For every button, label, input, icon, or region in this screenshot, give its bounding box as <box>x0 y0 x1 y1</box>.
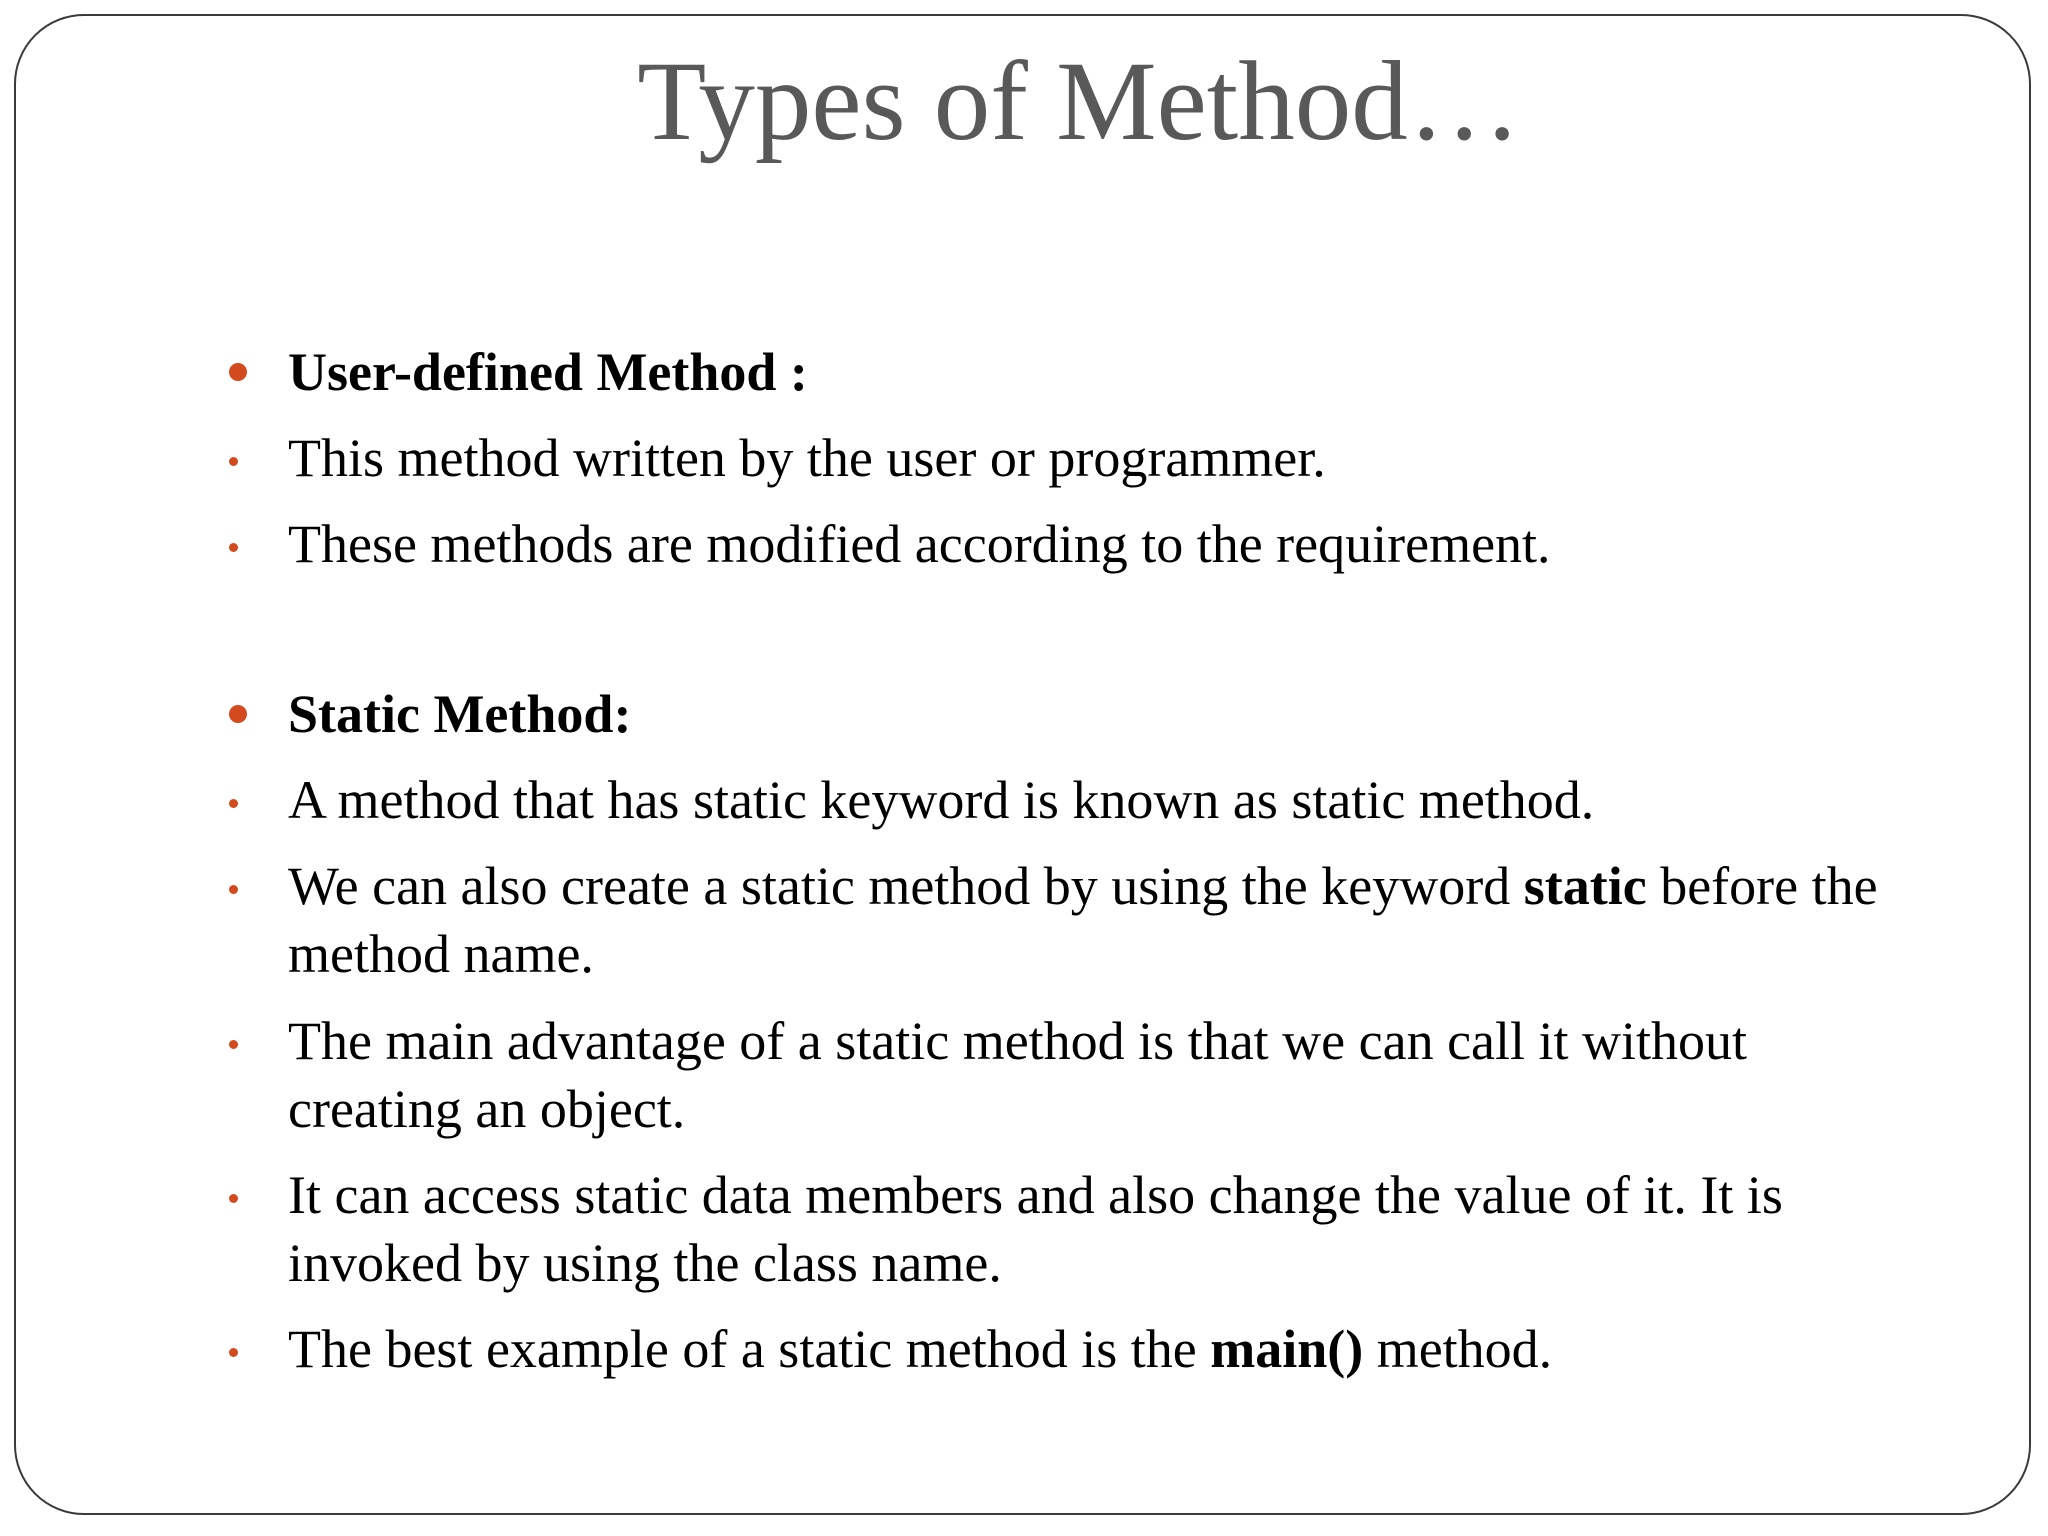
list-item-text: The best example of a static method is the <box>288 1319 1211 1379</box>
bullet-icon <box>229 457 238 466</box>
list-item: These methods are modified according to the requirement. <box>288 514 1551 574</box>
list-item: The main advantage of a static method is that we can call it without creating an object. <box>288 1011 1748 1139</box>
list-item: A method that has static keyword is known as static method. <box>288 770 1595 830</box>
bullet-icon <box>229 799 238 808</box>
bullet-icon <box>229 1348 238 1357</box>
list-item <box>288 852 1908 988</box>
list-item-text: We can also create a static method by using the keyword <box>288 856 1524 916</box>
bullet-icon <box>229 1040 238 1049</box>
section-heading-user-defined: User-defined Method : <box>288 342 808 402</box>
section-bullet-icon <box>229 705 247 723</box>
section-heading-static: Static Method: <box>288 684 632 744</box>
keyword-main: main() <box>1210 1319 1364 1379</box>
section-bullet-icon <box>229 363 247 381</box>
list-item-text: method. <box>1363 1319 1553 1379</box>
slide-title: Types of Method… <box>637 39 1521 164</box>
bullet-icon <box>229 1194 238 1203</box>
keyword-static: static <box>1523 856 1647 916</box>
list-item <box>288 1315 1908 1383</box>
bullet-icon <box>229 543 238 552</box>
list-item: It can access static data members and also change the value of it. It is invoked by using the class name. <box>288 1165 1783 1293</box>
bullet-icon <box>229 885 238 894</box>
list-item-text: before the method name. <box>288 856 1878 984</box>
list-item: This method written by the user or programmer. <box>288 428 1326 488</box>
